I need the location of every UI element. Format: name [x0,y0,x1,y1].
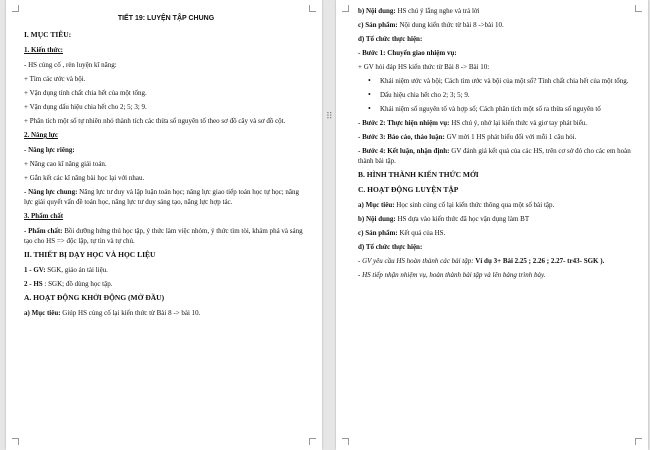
subsection-heading: 1. Kiến thức: [24,46,64,54]
text: : SGK; đồ dùng học tập. [42,280,113,288]
paragraph [24,226,308,246]
crop-mark [12,5,19,12]
label: b) Nội dung: [358,215,396,223]
paragraph [358,20,634,30]
text: Bồi dưỡng hứng thú học tập, ý thức làm việc nhóm, ý thức tìm tòi, khám phá và sáng tạo cho HS => độc lập, tự tin và tự chủ. [24,227,303,245]
paragraph: + Vận dụng tính chất chia hết của một tổng. [24,89,147,97]
paragraph: + Tìm các ước và bội. [24,75,86,83]
paragraph: - Bước 1: Chuyển giao nhiệm vụ: [358,49,457,57]
section-heading: B. HÌNH THÀNH KIẾN THỨC MỚI [358,170,479,179]
text: Năng lực tư duy và lập luận toán học; năng lực giao tiếp toán học tự học; năng lực giải quyết vấn đề toán học, năng lực tư duy sáng tạo, năng lực hợp tác. [24,188,300,206]
label: 1 - GV: [24,266,46,274]
text: HS dựa vào kiến thức đã học vận dụng làm BT [395,215,530,223]
text: Nội dung kiến thức từ bài 8 ->bài 10. [397,21,504,29]
section-heading: A. HOẠT ĐỘNG KHỞI ĐỘNG (MỞ ĐẦU) [24,293,165,302]
paragraph [358,200,634,210]
paragraph: + Gắn kết các kĩ năng bài học lại với nhau. [24,174,145,182]
paragraph: + Phân tích một số tự nhiên nhỏ thành tích các thừa số nguyên tố theo sơ đồ cây và sơ đồ cột. [24,117,286,125]
crop-mark [342,5,349,12]
paragraph [358,118,634,128]
paragraph [358,132,634,142]
paragraph: d) Tổ chức thực hiện: [358,35,423,43]
crop-mark [635,438,642,445]
document-page-right [336,0,648,450]
paragraph [358,146,634,166]
label: b) Nội dung: [358,7,396,15]
crop-mark [635,5,642,12]
crop-mark [309,5,316,12]
paragraph [24,308,308,318]
text: HS chú ý, nhớ lại kiến thức và giơ tay phát biểu. [449,119,588,127]
subsection-heading: 3. Phẩm chất [24,212,64,220]
paragraph: + Nâng cao kĩ năng giải toán. [24,160,107,168]
move-handle-icon[interactable]: ⠿ [326,112,333,122]
label: - Bước 3: Báo cáo, thảo luận: [358,133,445,141]
text: - GV yêu cầu HS hoàn thành các bài tập: [358,257,476,265]
paragraph: - HS tiếp nhận nhiệm vụ, hoàn thành bài tập và lên bảng trình bày. [358,271,546,279]
paragraph [24,187,308,207]
label: 2 - HS [24,280,43,288]
paragraph [24,265,308,275]
label: a) Mục tiêu: [24,309,61,317]
paragraph [358,228,634,238]
text: SGK, giáo án tài liệu. [45,266,108,274]
label: c) Sản phẩm: [358,229,398,237]
section-heading: C. HOẠT ĐỘNG LUYỆN TẬP [358,185,459,194]
section-heading: I. MỤC TIÊU: [24,30,72,39]
paragraph [358,256,634,266]
paragraph: + GV hỏi đáp HS kiến thức từ Bài 8 -> Bài 10: [358,63,490,71]
paragraph: - Năng lực riêng: [24,146,75,154]
text: HS chú ý lắng nghe và trả lời [395,7,480,15]
paragraph [24,279,308,289]
paragraph: d) Tổ chức thực hiện: [358,243,423,251]
text: GV mời 1 HS phát biểu đối với mỗi 1 câu hỏi. [444,133,577,141]
exercise-list: Ví dụ 3+ Bài 2.25 ; 2.26 ; 2.27- tr43- SGK ). [475,257,605,265]
paragraph: + Vận dụng dấu hiệu chia hết cho 2; 5; 3; 9. [24,103,147,111]
document-page-left [6,0,322,450]
paragraph: - HS củng cố , rèn luyện kĩ năng: [24,61,117,69]
label: - Phẩm chất: [24,227,63,235]
text: Kết quả của HS. [397,229,446,237]
label: c) Sản phẩm: [358,21,398,29]
label: - Bước 4: Kết luận, nhận định: [358,147,450,155]
text: Học sinh củng cố lại kiến thức thông qua một số bài tập. [394,201,555,209]
subsection-heading: 2. Năng lực [24,131,58,139]
crop-mark [309,438,316,445]
section-heading: II. THIẾT BỊ DẠY HỌC VÀ HỌC LIỆU [24,250,156,259]
label: - Năng lực chung: [24,188,78,196]
text: GV đánh giá kết quả của các HS, trên cơ sở đó cho các em hoàn thành bài tập. [358,147,631,165]
lesson-title: TIẾT 19: LUYỆN TẬP CHUNG [117,15,215,22]
list-item: • Khái niệm số nguyên tố và hợp số; Cách phân tích một số ra thừa số nguyên tố [358,104,634,114]
label: a) Mục tiêu: [358,201,395,209]
paragraph [358,214,634,224]
crop-mark [342,438,349,445]
paragraph [358,6,634,16]
text: Giúp HS củng cố lại kiến thức từ Bài 8 -> bài 10. [60,309,201,317]
crop-mark [12,438,19,445]
list-item: • Dấu hiệu chia hết cho 2; 3; 5; 9. [358,90,634,100]
label: - Bước 2: Thực hiện nhiệm vụ: [358,119,450,127]
list-item: • Khái niệm ước và bội; Cách tìm ước và bội của một số? Tính chất chia hết của một tổng. [358,76,634,86]
